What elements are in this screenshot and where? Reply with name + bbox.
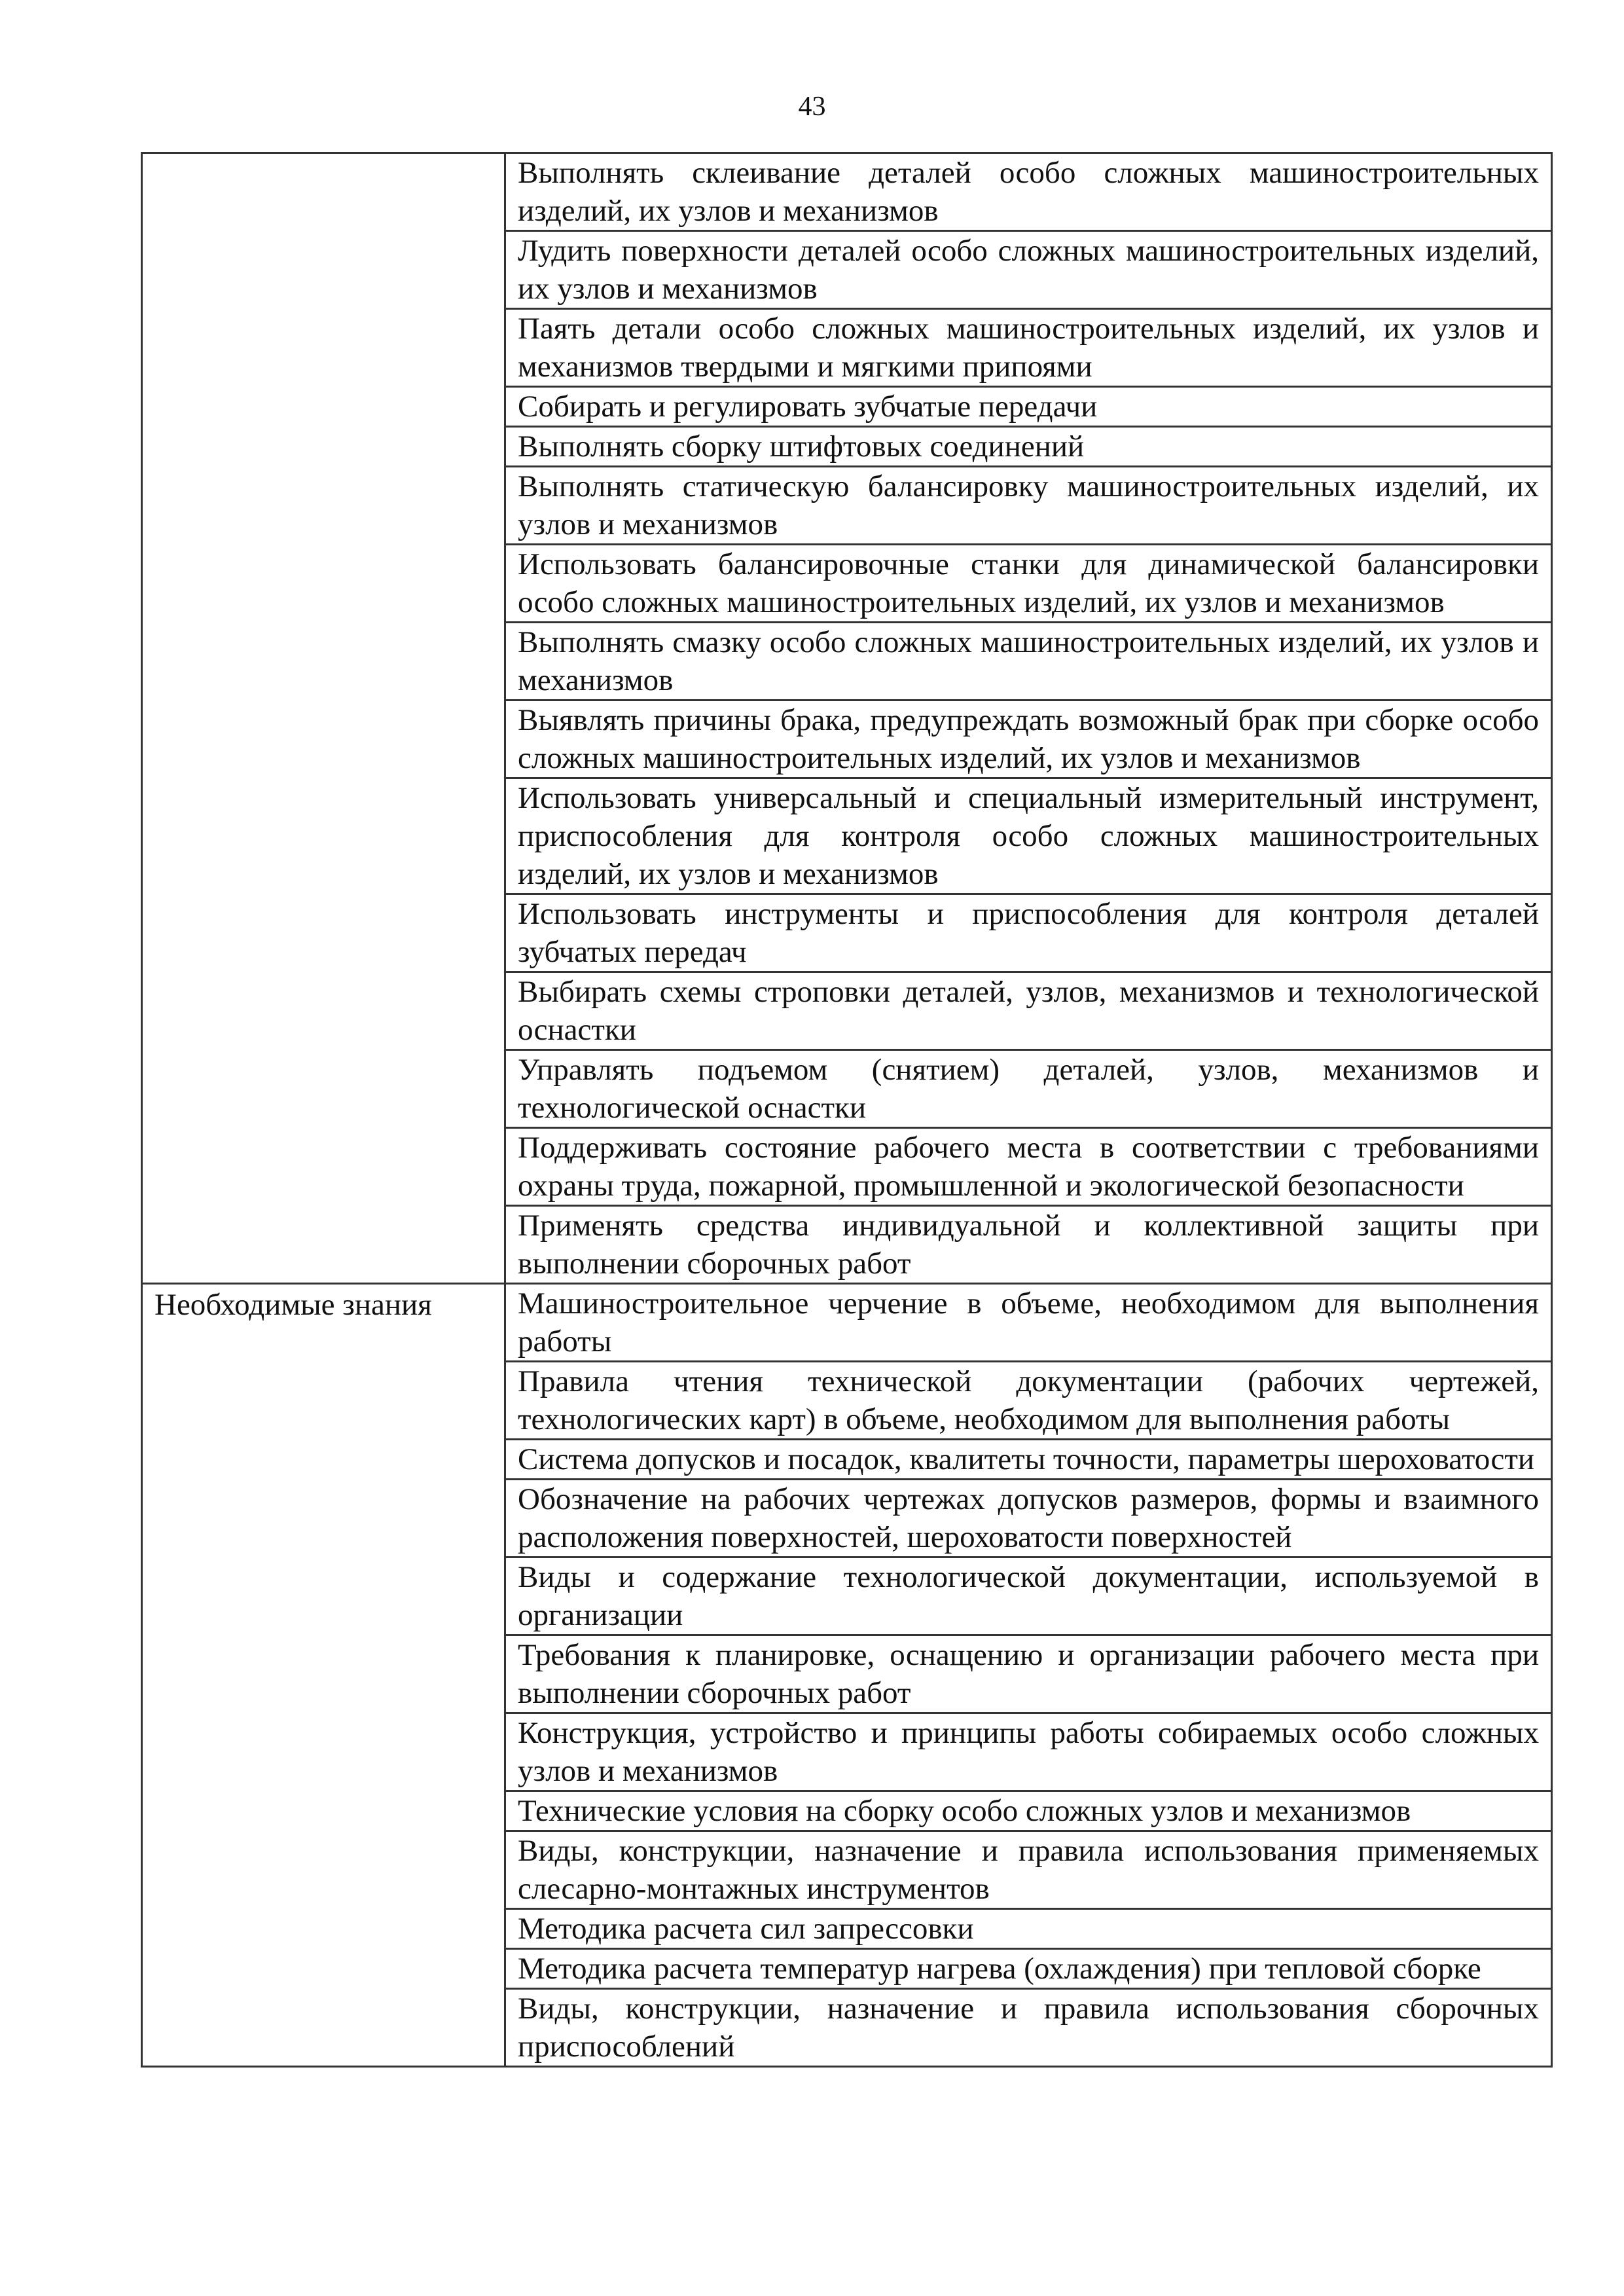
table-cell: Управлять подъемом (снятием) деталей, узлов, механизмов и технологической оснастки — [505, 1050, 1552, 1128]
table-cell: Методика расчета температур нагрева (охлаждения) при тепловой сборке — [505, 1949, 1552, 1989]
table-cell: Выполнять склеивание деталей особо сложных машиностроительных изделий, их узлов и механизмов — [505, 153, 1552, 231]
page-number: 43 — [798, 92, 826, 122]
group-label-cell-empty — [142, 153, 505, 1284]
table-cell: Использовать инструменты и приспособления для контроля деталей зубчатых передач — [505, 894, 1552, 972]
table-cell: Использовать универсальный и специальный измерительный инструмент, приспособления для контроля особо сложных машиностроительных изделий, их узлов и механизмов — [505, 778, 1552, 894]
table-cell: Машиностроительное черчение в объеме, необходимом для выполнения работы — [505, 1284, 1552, 1362]
table-cell: Использовать балансировочные станки для динамической балансировки особо сложных машиностроительных изделий, их узлов и механизмов — [505, 545, 1552, 623]
table-cell: Выявлять причины брака, предупреждать возможный брак при сборке особо сложных машиностроительных изделий, их узлов и механизмов — [505, 701, 1552, 778]
table-cell: Виды, конструкции, назначение и правила использования применяемых слесарно-монтажных инструментов — [505, 1831, 1552, 1909]
table-cell: Выполнять статическую балансировку машиностроительных изделий, их узлов и механизмов — [505, 467, 1552, 545]
table-cell: Виды и содержание технологической документации, используемой в организации — [505, 1558, 1552, 1635]
group-label — [154, 154, 492, 155]
table-cell: Применять средства индивидуальной и коллективной защиты при выполнении сборочных работ — [505, 1206, 1552, 1284]
table-cell: Поддерживать состояние рабочего места в соответствии с требованиями охраны труда, пожарной, промышленной и экологической безопасности — [505, 1128, 1552, 1206]
table-cell: Методика расчета сил запрессовки — [505, 1909, 1552, 1949]
group-label-cell — [142, 1284, 505, 2067]
requirements-table — [141, 152, 1553, 2068]
table-cell: Выполнять смазку особо сложных машиностроительных изделий, их узлов и механизмов — [505, 623, 1552, 701]
group-label: Необходимые знания — [154, 1288, 432, 1322]
table-cell: Паять детали особо сложных машиностроительных изделий, их узлов и механизмов твердыми и мягкими припоями — [505, 309, 1552, 387]
table-row — [142, 1284, 1552, 1362]
table-cell: Лудить поверхности деталей особо сложных машиностроительных изделий, их узлов и механизмов — [505, 231, 1552, 309]
table-cell: Обозначение на рабочих чертежах допусков размеров, формы и взаимного расположения поверхностей, шероховатости поверхностей — [505, 1480, 1552, 1558]
table-cell: Технические условия на сборку особо сложных узлов и механизмов — [505, 1791, 1552, 1831]
table-cell: Система допусков и посадок, квалитеты точности, параметры шероховатости — [505, 1440, 1552, 1480]
table-cell: Выполнять сборку штифтовых соединений — [505, 427, 1552, 467]
table-row — [142, 153, 1552, 231]
table-cell: Виды, конструкции, назначение и правила использования сборочных приспособлений — [505, 1989, 1552, 2067]
table-cell: Правила чтения технической документации (рабочих чертежей, технологических карт) в объеме, необходимом для выполнения работы — [505, 1362, 1552, 1440]
table-cell: Выбирать схемы строповки деталей, узлов, механизмов и технологической оснастки — [505, 972, 1552, 1050]
table-cell: Требования к планировке, оснащению и организации рабочего места при выполнении сборочных работ — [505, 1635, 1552, 1713]
table-cell: Конструкция, устройство и принципы работы собираемых особо сложных узлов и механизмов — [505, 1713, 1552, 1791]
table-cell: Собирать и регулировать зубчатые передачи — [505, 387, 1552, 427]
table-body — [142, 153, 1552, 2067]
